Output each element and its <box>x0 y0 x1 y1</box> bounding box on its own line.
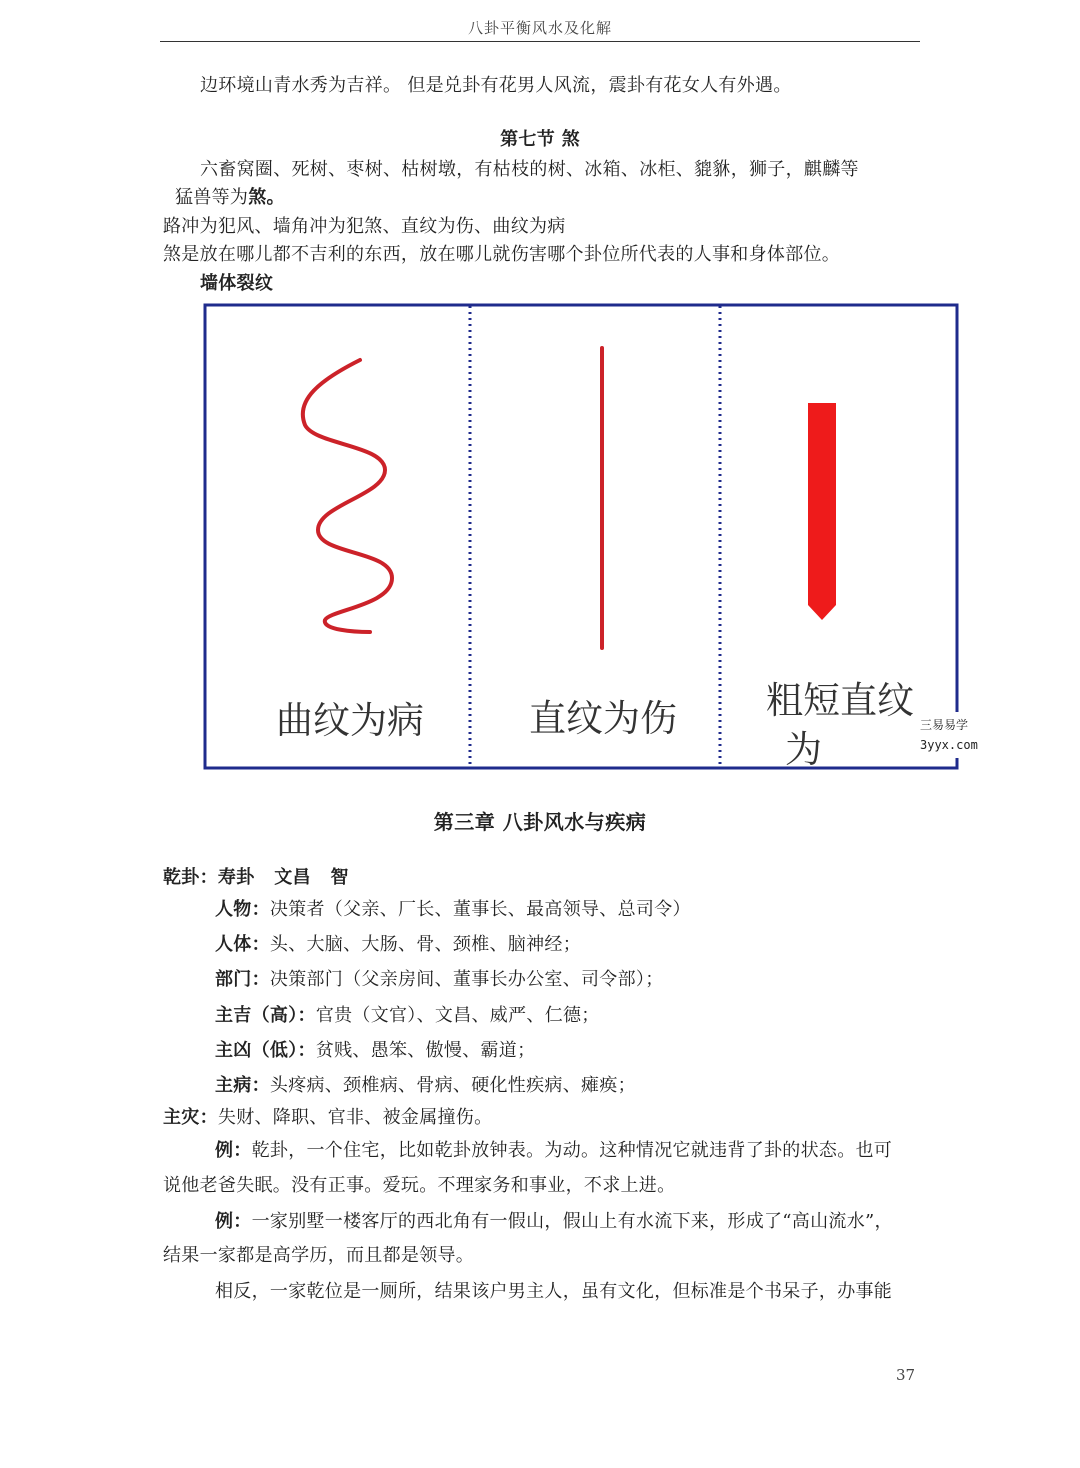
attribute-key: 主灾： <box>163 1107 218 1128</box>
example-line: 说他老爸失眠。没有正事。爱玩。不理家务和事业，不求上进。 <box>163 1175 676 1196</box>
section-paragraph-line <box>175 186 285 210</box>
paragraph-text: 猛兽等为 <box>175 187 249 208</box>
attribute-value: 头疼病、颈椎病、骨病、硬化性疾病、瘫痪； <box>269 1075 636 1096</box>
attribute-line <box>215 968 664 992</box>
section-paragraph-line: 六畜窝圈、死树、枣树、枯树墩，有枯枝的树、冰箱、冰柜、貔貅，狮子，麒麟等 <box>200 159 859 180</box>
attribute-line <box>215 1074 636 1098</box>
attribute-value: 失财、降职、官非、被金属撞伤。 <box>217 1107 493 1128</box>
header-rule <box>160 41 920 42</box>
attribute-key: 主凶（低）： <box>215 1040 316 1061</box>
section-paragraph-line: 煞是放在哪儿都不吉利的东西，放在哪儿就伤害哪个卦位所代表的人事和身体部位。 <box>163 244 841 265</box>
panel-label-thick-line1: 粗短直纹 <box>766 679 914 722</box>
section-paragraph-line: 路冲为犯风、墙角冲为犯煞、直纹为伤、曲纹为病 <box>163 216 566 237</box>
attribute-line <box>215 1039 535 1063</box>
paragraph-bold-text: 煞。 <box>248 187 285 208</box>
running-header: 八卦平衡风水及化解 <box>467 19 612 37</box>
watermark-name: 三易易学 <box>920 718 969 732</box>
page-number: 37 <box>896 1366 916 1384</box>
attribute-line <box>215 933 581 957</box>
example-text: 一家别墅一楼客厅的西北角有一假山，假山上有水流下来，形成了“高山流水”， <box>251 1211 893 1232</box>
attribute-key: 人物： <box>215 899 270 920</box>
chapter-title: 第三章 八卦风水与疾病 <box>433 810 647 834</box>
attribute-value: 头、大脑、大肠、骨、颈椎、脑神经； <box>269 934 582 955</box>
disaster-line <box>163 1106 492 1130</box>
attribute-value: 官贵（文官）、文昌、威严、仁德； <box>315 1005 600 1026</box>
section-title: 第七节 煞 <box>500 129 580 150</box>
attribute-value: 贫贱、愚笨、傲慢、霸道； <box>315 1040 536 1061</box>
figure-heading: 墙体裂纹 <box>200 273 274 294</box>
attribute-value: 决策者（父亲、厂长、董事长、最高领导、总司令） <box>269 899 691 920</box>
attribute-key: 部门： <box>215 969 270 990</box>
watermark-url: 3yyx.com <box>920 738 978 752</box>
example-label: 例： <box>215 1211 252 1232</box>
curved-crack-icon <box>303 360 392 632</box>
example-line <box>215 1139 892 1163</box>
gua-heading: 乾卦：寿卦 文昌 智 <box>163 867 349 888</box>
panel-label-straight: 直纹为伤 <box>529 697 677 740</box>
example-text: 乾卦，一个住宅，比如乾卦放钟表。为动。这种情况它就违背了卦的状态。也可 <box>251 1140 893 1161</box>
attribute-value: 决策部门（父亲房间、董事长办公室、司令部）； <box>269 969 664 990</box>
attribute-line <box>215 898 691 922</box>
example-line: 结果一家都是高学历，而且都是领导。 <box>163 1245 475 1266</box>
panel-label-curved: 曲纹为病 <box>276 699 424 742</box>
attribute-key: 人体： <box>215 934 270 955</box>
example-label: 例： <box>215 1140 252 1161</box>
attribute-key: 主吉（高）： <box>215 1005 316 1026</box>
intro-line: 边环境山青水秀为吉祥。 但是兑卦有花男人风流，震卦有花女人有外遇。 <box>200 75 792 96</box>
thick-crack-icon <box>808 403 836 620</box>
example-line <box>215 1210 893 1234</box>
attribute-line <box>215 1004 600 1028</box>
panel-label-thick-line2: 为 <box>785 728 822 771</box>
attribute-key: 主病： <box>215 1075 270 1096</box>
contrast-line: 相反，一家乾位是一厕所，结果该户男主人，虽有文化，但标准是个书呆子，办事能 <box>215 1281 893 1302</box>
site-watermark <box>915 712 987 758</box>
wall-crack-figure <box>200 300 965 775</box>
